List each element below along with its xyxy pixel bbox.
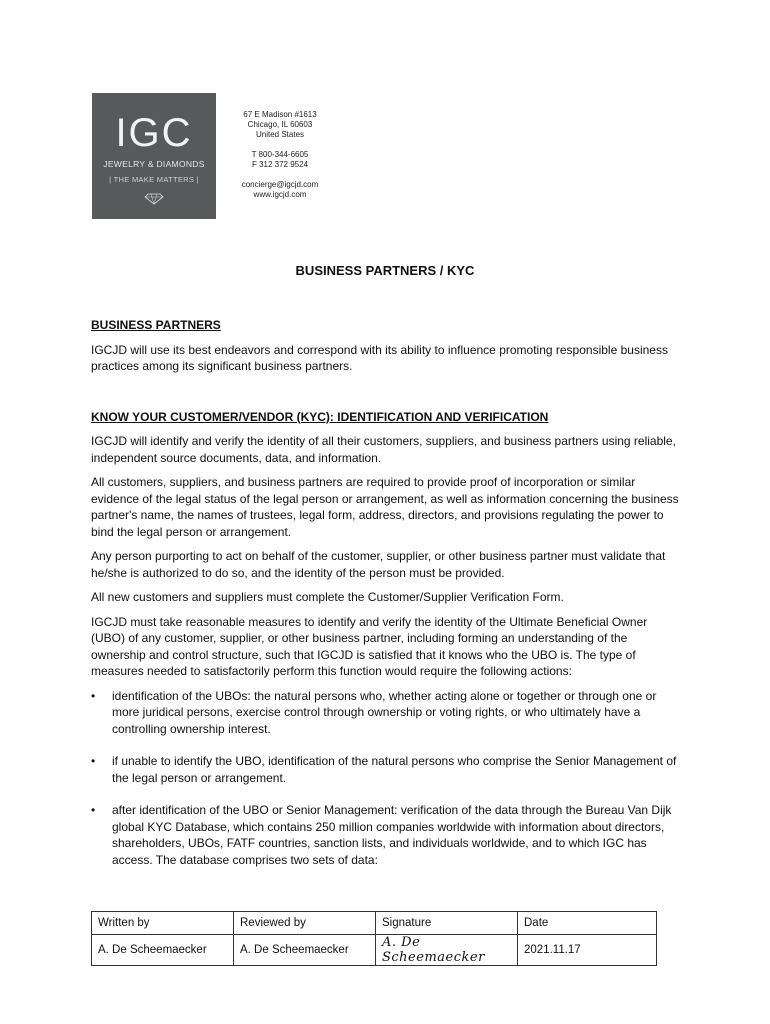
table-row bbox=[92, 912, 657, 935]
paragraph: All customers, suppliers, and business partners are required to provide proof of incorporation or similar evidence of the legal status of the legal person or arrangement, as well as information concerning the business partner's name, the names of trustees, legal form, address, directors, and provisions regulating the power to bind the legal person or arrangement. bbox=[91, 475, 679, 539]
address-line: Chicago, IL 60603 bbox=[247, 120, 313, 129]
list-item-text: if unable to identify the UBO, identification of the natural persons who comprise the Senior Management of the legal person or arrangement. bbox=[112, 754, 677, 785]
logo-tagline: JEWELRY & DIAMONDS bbox=[103, 159, 205, 169]
bullet-icon: • bbox=[91, 688, 96, 703]
date-value: 2021.11.17 bbox=[518, 935, 657, 966]
logo-mark: IGC bbox=[115, 111, 193, 155]
signoff-table bbox=[91, 911, 657, 966]
list-item bbox=[91, 688, 681, 738]
reviewed-by-value: A. De Scheemaecker bbox=[234, 935, 376, 966]
bullet-list bbox=[91, 688, 681, 869]
header-signature: Signature bbox=[376, 912, 518, 935]
list-item bbox=[91, 753, 681, 786]
header-written-by: Written by bbox=[92, 912, 234, 935]
paragraph: All new customers and suppliers must complete the Customer/Supplier Verification Form. bbox=[91, 590, 564, 604]
phone-line: T 800-344-6605 bbox=[251, 150, 309, 159]
list-item-text: after identification of the UBO or Senior Management: verification of the data through the Bureau Van Dijk global KYC Database, which contains 250 million companies worldwide with information about directors, shareholders, UBOs, FATF countries, sanction lists, and individuals worldwide, and to which IGC has access. The database comprises two sets of data: bbox=[112, 803, 672, 867]
company-logo bbox=[92, 93, 216, 219]
email-link[interactable]: concierge@igcjd.com bbox=[241, 180, 319, 189]
written-by-value: A. De Scheemaecker bbox=[92, 935, 234, 966]
bullet-icon: • bbox=[91, 754, 96, 768]
paragraph: Any person purporting to act on behalf of the customer, supplier, or other business partner must validate that he/she is authorized to do so, and the identity of the person must be provided. bbox=[91, 549, 666, 580]
address-line: 67 E Madison #1613 bbox=[243, 110, 317, 119]
section-heading: BUSINESS PARTNERS bbox=[91, 318, 221, 332]
paragraph: IGCJD will identify and verify the identity of all their customers, suppliers, and business partners using reliable, independent source documents, data, and information. bbox=[91, 434, 676, 465]
table-row bbox=[92, 935, 657, 966]
paragraph: IGCJD must take reasonable measures to identify and verify the identity of the Ultimate Beneficial Owner (UBO) of any customer, supplier, or other business partner, including forming an understanding of the ownership and control structure, such that IGCJD is satisfied that it knows who the UBO is. The type of measures needed to satisfactorily perform this function would require the following actions: bbox=[91, 614, 648, 678]
header-date: Date bbox=[518, 912, 657, 935]
header-reviewed-by: Reviewed by bbox=[234, 912, 376, 935]
website-link[interactable]: www.igcjd.com bbox=[253, 190, 307, 199]
document-title: BUSINESS PARTNERS / KYC bbox=[295, 263, 475, 278]
fax-line: F 312 372 9524 bbox=[251, 160, 309, 169]
section-heading: KNOW YOUR CUSTOMER/VENDOR (KYC): IDENTIFICATION AND VERIFICATION bbox=[91, 409, 549, 424]
handwritten-signature: A. De Scheemaecker bbox=[382, 935, 485, 965]
list-item-text: identification of the UBOs: the natural persons who, whether acting alone or together or through one or more juridical persons, exercise control through ownership or voting rights, or who ultimately have a controlling ownership interest. bbox=[112, 688, 657, 736]
address-line: United States bbox=[255, 130, 305, 139]
paragraph: IGCJD will use its best endeavors and correspond with its ability to influence promoting responsible business practices among its significant business partners. bbox=[91, 342, 668, 373]
document-body bbox=[91, 317, 681, 884]
contact-block bbox=[225, 110, 335, 200]
list-item bbox=[91, 802, 681, 868]
signature-value bbox=[376, 935, 518, 966]
logo-motto: | THE MAKE MATTERS | bbox=[109, 175, 199, 184]
bullet-icon: • bbox=[91, 803, 96, 817]
diamond-icon bbox=[144, 193, 164, 205]
